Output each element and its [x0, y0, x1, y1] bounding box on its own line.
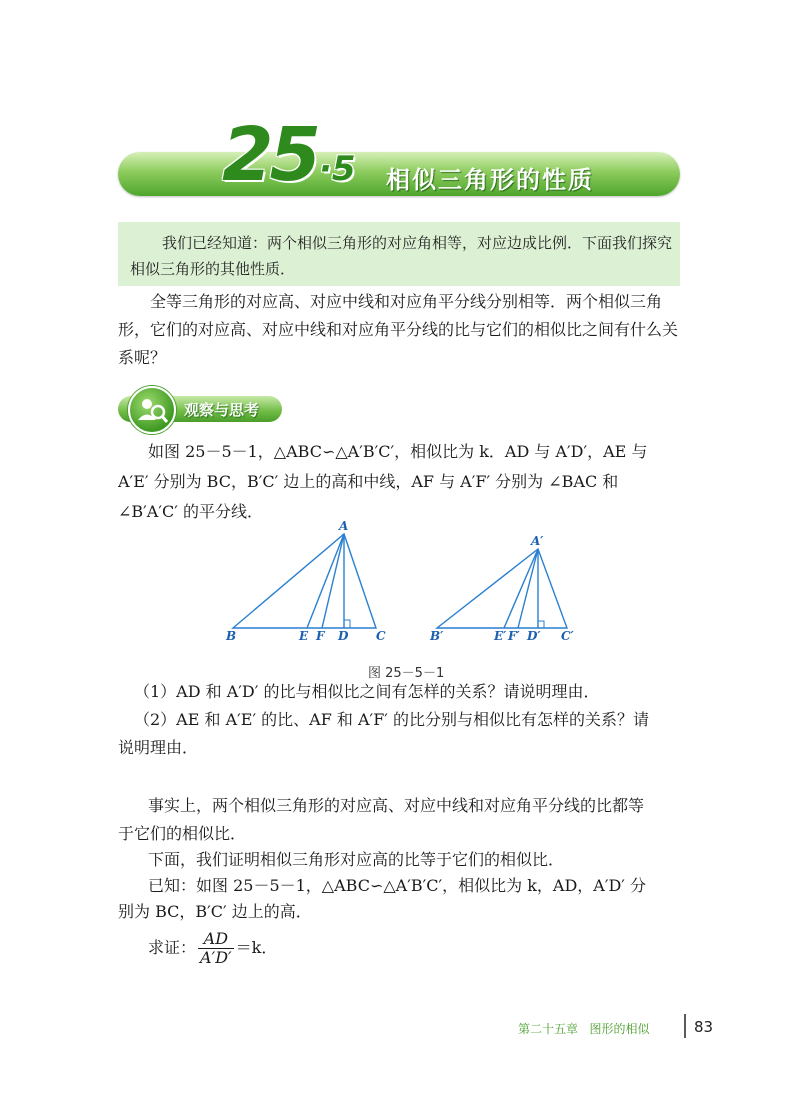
- label-d-prime: D′: [527, 629, 541, 643]
- observe-line-3: ∠B′A′C′ 的平分线．: [118, 502, 263, 521]
- ratio-fraction: [198, 930, 234, 967]
- question-1: （1）AD 和 A′D′ 的比与相似比之间有怎样的关系？请说明理由．: [134, 682, 600, 701]
- page-number: 83: [694, 1018, 714, 1036]
- label-e: E: [299, 629, 309, 643]
- label-a: A: [339, 519, 349, 533]
- figure-caption: 图 25－5－1: [368, 666, 445, 681]
- para2-line-2: 于它们的相似比．: [118, 824, 247, 843]
- intro-text: 我们已经知道：两个相似三角形的对应角相等，对应边成比例．下面我们探究相似三角形的其他性质．: [130, 234, 673, 278]
- label-b-prime: B′: [430, 629, 444, 643]
- triangle-abc: [233, 534, 376, 628]
- question-2-cont: 说明理由．: [118, 738, 199, 757]
- footer-divider: [684, 1014, 686, 1038]
- triangle-a-prime: [437, 549, 567, 628]
- para2-line-1: 事实上，两个相似三角形的对应高、对应中线和对应角平分线的比都等: [148, 796, 645, 815]
- label-c: C: [376, 629, 386, 643]
- para2-line-3: 下面，我们证明相似三角形对应高的比等于它们的相似比．: [148, 850, 565, 869]
- footer-chapter: 第二十五章 图形的相似: [518, 1022, 650, 1036]
- label-b: B: [226, 629, 237, 643]
- section-number: 25·5: [222, 112, 356, 198]
- fraction-numerator: AD: [198, 930, 234, 949]
- given-line-2: 别为 BC，B′C′ 边上的高．: [118, 902, 312, 921]
- fraction-denominator: A′D′: [200, 948, 232, 967]
- section-title: 相似三角形的性质: [386, 166, 594, 194]
- observe-label: 观察与思考: [184, 401, 260, 419]
- label-a-prime: A′: [531, 534, 544, 548]
- label-f-prime: F′: [508, 629, 520, 643]
- prove-statement: [148, 930, 277, 967]
- label-e-prime: E′: [494, 629, 507, 643]
- label-d: D: [338, 629, 349, 643]
- prove-label: 求证：: [148, 938, 197, 957]
- given-line-1: 已知：如图 25－5－1，△ABC∽△A′B′C′，相似比为 k，AD，A′D′ 分: [148, 876, 647, 895]
- observe-line-1: 如图 25－5－1，△ABC∽△A′B′C′，相似比为 k．AD 与 A′D′，AE 与: [148, 442, 648, 461]
- paragraph-congruent: 全等三角形的对应高、对应中线和对应角平分线分别相等．两个相似三角形，它们的对应高、对应中线和对应角平分线的比与它们的相似比之间有什么关系呢？: [118, 292, 679, 367]
- prove-rhs: ＝k．: [235, 938, 278, 957]
- question-2: （2）AE 和 A′E′ 的比、AF 和 A′F′ 的比分别与相似比有怎样的关系？请: [134, 710, 650, 729]
- label-f: F: [316, 629, 325, 643]
- label-c-prime: C′: [561, 629, 574, 643]
- observe-line-2: A′E′ 分别为 BC，B′C′ 边上的高和中线，AF 与 A′F′ 分别为 ∠BAC 和: [118, 472, 619, 491]
